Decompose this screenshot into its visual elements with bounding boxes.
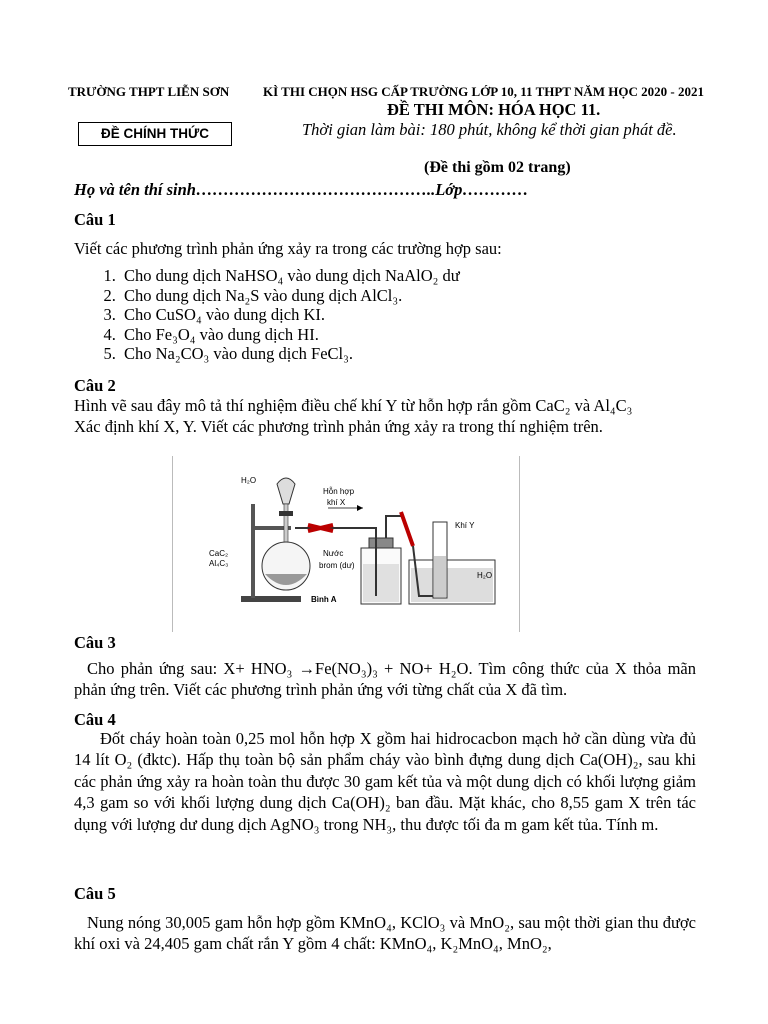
bottle-stopper	[369, 538, 393, 548]
funnel-tap	[279, 511, 293, 516]
question-1-title: Câu 1	[74, 210, 116, 229]
page-count: (Đề thi gồm 02 trang)	[424, 159, 571, 176]
list-item: 1. Cho dung dịch NaHSO₄ vào dung dịch NaAlO₂ dư	[120, 266, 460, 286]
question-2-title: Câu 2	[74, 376, 116, 395]
funnel-stem	[284, 504, 288, 544]
candidate-line: Họ và tên thí sinh……………………………………..Lớp…………	[74, 180, 529, 199]
stand-base	[241, 596, 301, 602]
question-2-line-2: Xác định khí X, Y. Viết các phương trình phản ứng xảy ra trong thí nghiệm trên.	[74, 417, 603, 436]
question-5-text: Nung nóng 30,005 gam hỗn hợp gồm KMnO₄, KClO₃ và MnO₂, sau một thời gian thu được khí oxi và 24,405 gam chất rắn Y gồm 4 chất: KMnO₄, K₂MnO₄, MnO₂,	[74, 913, 696, 953]
question-1-list	[96, 266, 460, 364]
dropping-funnel	[277, 478, 295, 504]
label-h2o-top: H₂O	[241, 476, 257, 485]
question-4-title: Câu 4	[74, 710, 116, 729]
question-3-title: Câu 3	[74, 633, 116, 652]
label-bromine-1: Nước	[323, 549, 344, 558]
question-2-line-1: Hình vẽ sau đây mô tả thí nghiệm điều chế khí Y từ hỗn hợp rắn gồm CaC₂ và Al₄C₃	[74, 396, 633, 415]
label-mix-gas-2: khí X	[327, 498, 346, 507]
apparatus-diagram	[173, 456, 519, 632]
time-limit: Thời gian làm bài: 180 phút, không kể thời gian phát đề.	[302, 120, 677, 139]
outlet-tube	[386, 516, 403, 538]
label-mix-gas: Hỗn hợp	[323, 487, 355, 496]
label-solid-2: Al₄C₃	[209, 559, 229, 568]
tube-water	[434, 556, 446, 597]
official-badge: ĐỀ CHÍNH THỨC	[78, 122, 232, 146]
exam-title: KÌ THI CHỌN HSG CẤP TRƯỜNG LỚP 10, 11 THPT NĂM HỌC 2020 - 2021	[263, 84, 704, 99]
question-3-text: Cho phản ứng sau: X+ HNO₃ →Fe(NO₃)₃ + NO+ H₂O. Tìm công thức của X thỏa mãn phản ứng trên. Viết các phương trình phản ứng với từng chất của X đã tìm.	[74, 659, 696, 699]
label-gas-y: Khí Y	[455, 521, 475, 530]
question-5-title: Câu 5	[74, 884, 116, 903]
bromine-water	[363, 564, 399, 602]
arrow-head	[357, 505, 363, 511]
experiment-figure	[172, 456, 520, 632]
list-item: 2. Cho dung dịch Na₂S vào dung dịch AlCl₃.	[120, 286, 460, 306]
list-item: 3. Cho CuSO₄ vào dung dịch KI.	[120, 305, 460, 325]
label-bromine-2: brom (dư)	[319, 561, 355, 570]
label-flask-a: Bình A	[311, 595, 337, 604]
stand-rod	[251, 504, 255, 598]
question-4-text: Đốt cháy hoàn toàn 0,25 mol hỗn hợp X gồm hai hidrocacbon mạch hở cần dùng vừa đủ 14 lít O₂ (đktc). Hấp thụ toàn bộ sản phẩm cháy vào bình đựng dung dịch Ca(OH)₂, sau khi các phản ứng xảy ra hoàn toàn thu được 30 gam kết tủa và một dung dịch có khối lượng giảm 4,3 gam so với khối lượng dung dịch Ca(OH)₂ ban đầu. Mặt khác, cho 8,55 gam X trên tác dụng với lượng dư dung dịch AgNO₃ trong NH₃, thu được tối đa m gam kết tủa. Tính m.	[74, 729, 696, 834]
rubber-hose-2	[401, 512, 413, 546]
label-h2o-trough: H₂O	[477, 571, 493, 580]
list-item: 5. Cho Na₂CO₃ vào dung dịch FeCl₃.	[120, 344, 460, 364]
school-name: TRƯỜNG THPT LIỄN SƠN	[68, 84, 230, 99]
list-item: 4. Cho Fe₃O₄ vào dung dịch HI.	[120, 325, 460, 345]
question-1-intro: Viết các phương trình phản ứng xảy ra trong các trường hợp sau:	[74, 239, 502, 258]
label-solid-1: CaC₂	[209, 549, 229, 558]
subject-title: ĐỀ THI MÔN: HÓA HỌC 11.	[387, 100, 601, 119]
